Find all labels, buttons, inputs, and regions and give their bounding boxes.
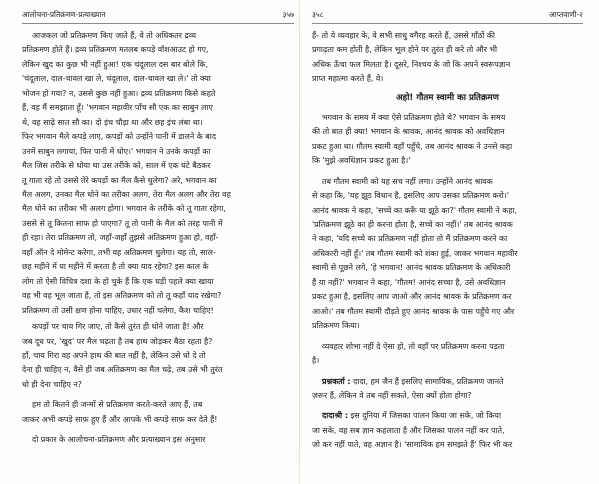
text-line: अधिकारी नहीं हूँ।' तब गौतम स्वामी को शंका हुई, जाकर भगवान महावीर — [312, 248, 518, 258]
text-line: 'प्रतिक्रमण झूठे का ही करना होता है, सच्चे का नहीं।' तब आनंद श्रावक — [312, 219, 513, 229]
text-line: लेकिन खुद का कुछ भी नहीं हुआ! एक चंदूलाल दस बार बोले कि, — [22, 59, 209, 69]
left-paragraph-4 — [22, 433, 294, 447]
text-line: प्राप्त महात्मा करते हैं, वे। — [312, 74, 384, 84]
section-heading: अहो! गौतम स्वामी का प्रतिक्रमण — [396, 92, 499, 103]
text-line: वह भी वह भूल जाता है, तो इस अतिक्रमण को तो तू कहाँ याद रखेगा? — [22, 291, 222, 301]
text-line: उनमें साबुन लगाया, फिर पानी में धोए।' भगवान ने उनके कपड़ों का — [22, 146, 211, 156]
text-line: प्रतिक्रमण होते हैं। द्रव्य प्रतिक्रमण मतलब कपड़े वॉशआउट हो गए, — [22, 45, 209, 55]
text-line: हैं- तो ये व्यवहार के, वे सभी साधु वगैरह करते हैं, उससे गाँठों की — [312, 31, 495, 40]
text-line: छह महीने में या महीने में करता है तो क्या याद रहेगा? इस काल के — [22, 262, 209, 272]
dadashri-label: दादाश्री : — [322, 411, 349, 421]
text-line: तब गौतम स्वामी को यह सच नहीं लगा। उन्होंने आनंद श्रावक — [322, 176, 493, 186]
text-line — [312, 375, 583, 389]
text-line: फिर भगवान मैले कपड़े लाए, कपड़ों को उन्होंने पानी में डालने के बाद — [22, 132, 217, 142]
answer-text: इस दुनिया में जिसका पालन किया जा सके, जो किया — [348, 411, 501, 421]
right-paragraph-2 — [312, 175, 583, 334]
right-paragraph-3 — [312, 340, 583, 369]
text-line: ने कहा, 'यदि सच्चे का प्रतिक्रमण नहीं होता तो मैं प्रतिक्रमण करने का — [312, 234, 508, 244]
questioner-label: प्रश्नकर्ता : — [322, 376, 351, 386]
text-line — [312, 409, 583, 423]
text-line: है। — [312, 356, 320, 366]
left-running-head — [22, 10, 294, 24]
text-line: हाँ, चाय गिरा वह अपने हाथ की बात नहीं है, लेकिन उसे धो दे तो — [22, 350, 206, 360]
text-line: भोजन हो गया? न, उससे कुछ नहीं हुआ। द्रव्य प्रतिक्रमण किसे कहते — [22, 88, 216, 98]
text-line: भगवान के समय में क्या ऐसे प्रतिक्रमण होते थे? भगवान के समय — [322, 112, 506, 122]
text-line: अधिक ऊँचा फल मिलता है। दूसरे, निश्चय के जो कि अपने स्वरूपज्ञान — [312, 59, 511, 69]
text-line: वहाँ ऑन दे मोमेन्ट करेगा, तभी वह अतिक्रमण धुलेगा। यह तो, साल- — [22, 247, 216, 257]
text-line: जाकर अभी कपड़े साफ़ हुए हैं और आपके भी कपड़े साफ़ कर देते हैं! — [22, 414, 218, 424]
text-line: जब दूध पर, 'खुद' पर मैल चढ़ता है तब हाथ जोड़कर बैठा रहता है? — [22, 336, 213, 346]
text-line: आओ।' तब गौतम स्वामी दौड़ते हुए आनंद श्रावक के पास पहुँचे गए और — [312, 306, 515, 316]
text-line: लोग तो ऐसी विचित्र दशा के हो चुके हैं कि एक घड़ी पहले क्या खाया — [22, 276, 214, 286]
right-page-number: ३५८ — [312, 10, 324, 19]
text-line: 'चंदूलाल, दाल-चावल खा ले, चंदूलाल, दाल-चावल खा ले।' तो क्या — [22, 74, 211, 84]
text-line: प्रकट हुआ था। गौतम स्वामी वहाँ पहुँचे, तब आनंद श्रावक ने उनसे कहा — [312, 141, 513, 151]
text-line: हम तो कितने ही जन्मों से प्रतिक्रमण करते-करते आए हैं, तब — [32, 400, 203, 410]
text-line: कपड़ों पर चाय गिर जाए, तो कैसे तुरंत ही धोने जाता है! और — [32, 322, 204, 332]
right-header-title: आप्तवाणी-२ — [549, 10, 583, 19]
right-running-head — [312, 10, 583, 24]
text-line: स्वामी से पूछने लगे, 'हे भगवान! आनंद श्रावक प्रतिक्रमण के अधिकारी — [312, 263, 511, 273]
text-line: थे, वह साढ़े सात सौ का। दो इंच चौड़ा था और छह इंच लंबा था। — [22, 117, 203, 127]
text-line: व्यवहार शोभा नहीं दे ऐसा हो, तो वहाँ पर प्रतिक्रमण करना पड़ता — [322, 341, 505, 351]
text-line: दो प्रकार के आलोचना-प्रतिक्रमण और प्रत्याख्यान इस अनुसार — [32, 435, 206, 445]
left-header-title: आलोचना-प्रतिक्रमण-प्रत्याख्यान — [22, 10, 106, 19]
text-line: तू गाता रहे तो उससे तेरे कपड़ों का मैल कैसे धुलेगा? अरे, भगवान का — [22, 175, 217, 185]
text-line: प्रतिक्रमण तो उसी क्षण होना चाहिए, उधार नहीं चलेगा, कैश चाहिए! — [22, 305, 214, 315]
qa-answer — [312, 409, 583, 452]
text-line: ज़रूर हैं, लेकिन वे तब नहीं सकते, ऐसा क्यों होता होगा? — [312, 390, 472, 400]
text-line: प्रतिक्रमण किया। — [312, 321, 360, 331]
text-line: आनंद श्रावक ने कहा, 'सच्चे का करूँ या झूठे का?' गौतम स्वामी ने कहा, — [312, 205, 518, 215]
left-page-number: ३५७ — [282, 10, 294, 19]
text-line: से कहा कि, 'यह झूठ विधान है, इसलिए आप उसका प्रतिक्रमण करो।' — [312, 191, 509, 201]
text-line: आजकल जो प्रतिक्रमण किए जाते हैं, वे तो अधिकतर द्रव्य — [32, 31, 196, 40]
text-line: प्रकट हुआ है, इसलिए आप जाओ और आनंद श्रावक के प्रतिक्रमण कर — [312, 292, 512, 302]
right-intro-paragraph — [312, 29, 583, 87]
text-line: प्रगाढ़ता कम होती है, लेकिन भूल होने पर तुरंत ही करे तो और भी — [312, 45, 498, 55]
text-line: मैल धोने का तरीका भी अलग होगा। भगवान के तरीके को तू गाता रहेगा, — [22, 204, 226, 214]
text-line: मैल अलग, उनका मैल धोने का तरीका अलग, तेरा मैल अलग और तेरा वह — [22, 189, 231, 199]
question-text: दादा, हम जैन हैं इसलिए सामायिक, प्रतिक्रमण जानते — [350, 376, 504, 386]
left-paragraph-2 — [22, 320, 294, 392]
text-line: हैं या नहीं?' भगवान ने कहा, 'गौतम! आनंद सच्चा है, उसे अवधिज्ञान — [312, 277, 506, 287]
text-line: उससे से तू कितना साफ हो पाएगा? तू तो पानी के मैल को तरह पानी में — [22, 218, 223, 228]
text-line: देना ही चाहिए न, वैसे ही जब अतिक्रमण का मैल चढ़े, तब उसे भी तुरंत — [22, 365, 223, 375]
text-line: जा सके, वह सब ज्ञान कहलाता है और जिसका पालन नहीं कर पाते, — [312, 425, 505, 435]
left-paragraph-3 — [22, 398, 294, 427]
left-paragraph-1 — [22, 29, 294, 318]
text-line: ही रहा। तेरा प्रतिक्रमण तो, जहाँ-जहाँ तुझसे अतिक्रमण हुआ हो, वहाँ- — [22, 233, 219, 243]
text-line: मैल जिस तरीके से धोया था उस तरीके को, साल में एक घंटे बैठकर — [22, 161, 211, 171]
right-paragraph-1 — [312, 111, 583, 169]
text-line: धो ही देना चाहिए न? — [22, 379, 82, 389]
text-line: हैं, वह मैं समझाता हूँ। 'भगवान महावीर पाँच सौ एक का साबुन लाए — [22, 103, 213, 113]
text-line: की तो बात ही क्या! भगवान के श्रावक, आनंद श्रावक को अवधिज्ञान — [312, 127, 505, 137]
qa-question — [312, 375, 583, 404]
text-line: कि 'मुझे अवधिज्ञान प्रकट हुआ है।' — [312, 156, 411, 166]
right-page — [300, 0, 599, 484]
text-line: जो कर नहीं पाते, वह अज्ञान है। 'सामायिक हम समझते हैं' फिर भी कर — [312, 440, 513, 450]
